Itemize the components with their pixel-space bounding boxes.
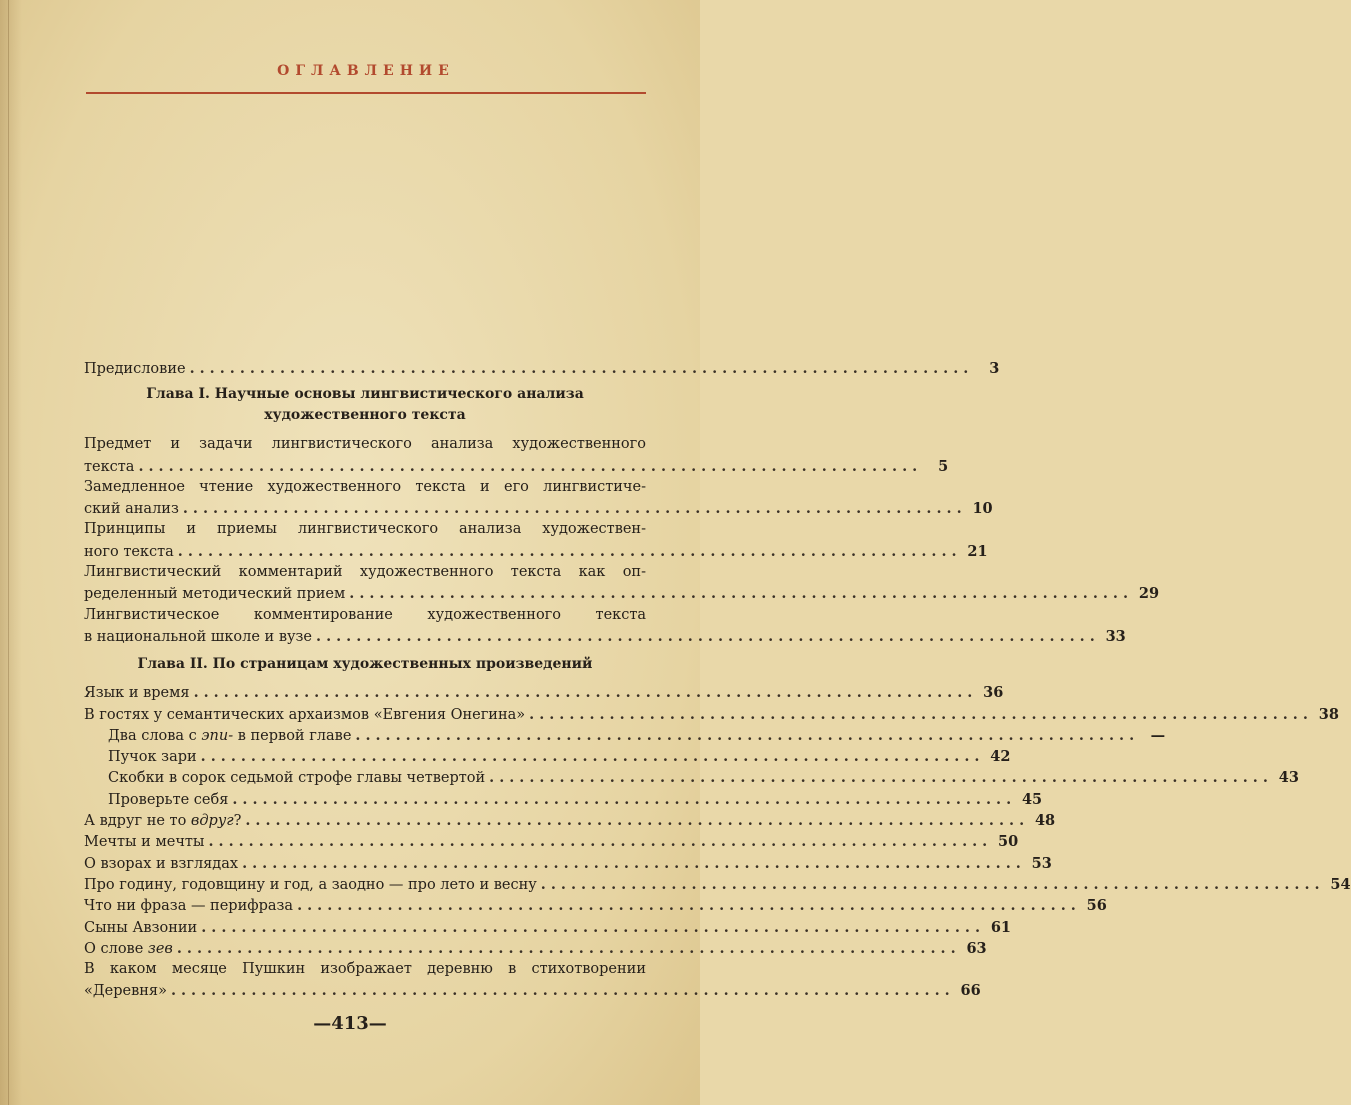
toc-page-number: 5: [938, 457, 949, 475]
toc-entry-line: ного текста: [84, 543, 174, 560]
toc-entry-preface[interactable]: [84, 358, 1000, 379]
toc-subentry[interactable]: [84, 725, 1166, 746]
toc-entry-line: ский анализ: [84, 501, 179, 518]
toc-page-number: 43: [1278, 769, 1299, 787]
toc-entry[interactable]: [84, 682, 1004, 703]
leader-dots: ..............................................................................: [297, 897, 1081, 915]
toc-entry[interactable]: [84, 810, 1056, 831]
toc-page-number: 3: [989, 360, 1000, 377]
toc-page-number: 29: [1138, 585, 1160, 603]
toc-entry-title: Язык и время: [84, 685, 190, 702]
leader-dots: ..............................................................................: [355, 726, 1140, 744]
toc-page-number: 53: [1031, 854, 1052, 872]
toc-entry-line: Замедленное чтение художественного текста и его лингвистиче-: [84, 478, 646, 495]
toc-subentry[interactable]: [84, 789, 1043, 810]
toc-page-number: 50: [998, 833, 1019, 851]
toc-subentry[interactable]: [84, 767, 1299, 788]
toc-entry[interactable]: [84, 917, 1011, 938]
toc-entry-title: О слове зев: [84, 940, 173, 957]
toc-entry-line: «Деревня»: [84, 983, 167, 1000]
toc-entry[interactable]: [84, 853, 1052, 874]
leader-dots: ..............................................................................: [176, 939, 961, 957]
leader-dots: ..............................................................................: [201, 918, 985, 936]
toc-entry[interactable]: [84, 605, 1126, 648]
toc-entry-line: Предмет и задачи лингвистического анализа художественного: [84, 436, 646, 453]
toc-entry[interactable]: [84, 704, 1339, 725]
toc-entry-title: В гостях у семантических архаизмов «Евгения Онегина»: [84, 706, 526, 723]
leader-dots: ..............................................................................: [489, 769, 1273, 787]
toc-entry-title: Мечты и мечты: [84, 834, 205, 851]
toc-entry[interactable]: [84, 477, 993, 520]
toc-page-number: 61: [990, 918, 1011, 936]
leader-dots: ..............................................................................: [200, 748, 985, 766]
toc-page-number: 56: [1086, 897, 1107, 915]
toc-entry-line: текста: [84, 458, 135, 475]
chapter-heading-line: художественного текста: [264, 407, 466, 424]
toc-entry-title: Скобки в сорок седьмой строфе главы четвертой: [108, 770, 486, 787]
leader-dots: ..............................................................................: [208, 833, 993, 851]
leader-dots: ..............................................................................: [242, 854, 1026, 872]
chapter-heading-line: Глава I. Научные основы лингвистического анализа: [146, 386, 584, 403]
toc-page-number: 33: [1105, 627, 1126, 645]
toc-entry-title: Сыны Авзонии: [84, 919, 198, 936]
toc-entry[interactable]: [84, 874, 1351, 895]
toc-entry-title: Два слова с эпи- в первой главе: [108, 727, 352, 744]
toc-entry[interactable]: [84, 938, 987, 959]
toc-entry-title: Пучок зари: [108, 749, 197, 766]
toc-entry[interactable]: [84, 562, 1160, 605]
leader-dots: ..............................................................................: [245, 812, 1030, 830]
leader-dots: ..............................................................................: [349, 585, 1134, 603]
toc-entry[interactable]: [84, 959, 981, 1002]
toc-page-number: 63: [966, 939, 987, 957]
toc-page-number: 10: [972, 500, 993, 518]
table-of-contents: [84, 358, 1351, 1002]
leader-dots: ..............................................................................: [189, 360, 974, 377]
toc-entry-line: Лингвистический комментарий художественного текста как оп-: [84, 564, 646, 581]
toc-entry-title: Предисловие: [84, 361, 186, 377]
page-number-footer: —413—: [313, 1013, 387, 1034]
toc-entry[interactable]: [84, 434, 949, 477]
leader-dots: ..............................................................................: [138, 457, 923, 475]
toc-page-number: —: [1150, 726, 1166, 744]
toc-entry-title: Про годину, годовщину и год, а заодно — про лето и весну: [84, 876, 537, 893]
toc-entry-line: В каком месяце Пушкин изображает деревню в стихотворении: [84, 961, 646, 978]
leader-dots: ..............................................................................: [177, 542, 962, 560]
toc-subentry[interactable]: [84, 746, 1011, 767]
toc-entry[interactable]: [84, 831, 1019, 852]
leader-dots: ..............................................................................: [232, 790, 1017, 808]
toc-entry-title: А вдруг не то вдруг?: [84, 813, 242, 830]
toc-entry[interactable]: [84, 895, 1107, 916]
toc-entry-title: Проверьте себя: [108, 791, 229, 808]
toc-page-number: 38: [1318, 705, 1339, 723]
page-header-title: ОГЛАВЛЕНИЕ: [277, 63, 455, 79]
toc-entry-title: Что ни фраза — перифраза: [84, 898, 294, 915]
toc-entry-title: О взорах и взглядах: [84, 855, 239, 872]
leader-dots: ..............................................................................: [182, 500, 967, 518]
toc-page-number: 66: [960, 982, 981, 1000]
page-edge: [8, 0, 9, 1105]
toc-page-number: 36: [983, 684, 1004, 702]
toc-page-number: 48: [1034, 812, 1056, 830]
toc-entry-line: Лингвистическое комментирование художественного текста: [84, 606, 646, 623]
toc-entry-line: в национальной школе и вузе: [84, 628, 313, 645]
chapter-1-heading: [84, 384, 646, 426]
leader-dots: ..............................................................................: [170, 982, 955, 1000]
leader-dots: ..............................................................................: [540, 875, 1325, 893]
toc-page-number: 54: [1330, 875, 1351, 893]
leader-dots: ..............................................................................: [529, 705, 1313, 723]
toc-entry-line: Принципы и приемы лингвистического анализа художествен-: [84, 521, 646, 538]
toc-entry-line: ределенный методический прием: [84, 586, 346, 603]
chapter-2-heading: Глава II. По страницам художественных произведений: [137, 656, 593, 673]
leader-dots: ..............................................................................: [193, 684, 978, 702]
toc-entry[interactable]: [84, 519, 988, 562]
toc-page-number: 45: [1021, 790, 1043, 808]
toc-page-number: 42: [990, 748, 1011, 766]
toc-page-number: 21: [967, 542, 988, 560]
leader-dots: ..............................................................................: [316, 627, 1100, 645]
header-rule: [86, 92, 646, 94]
